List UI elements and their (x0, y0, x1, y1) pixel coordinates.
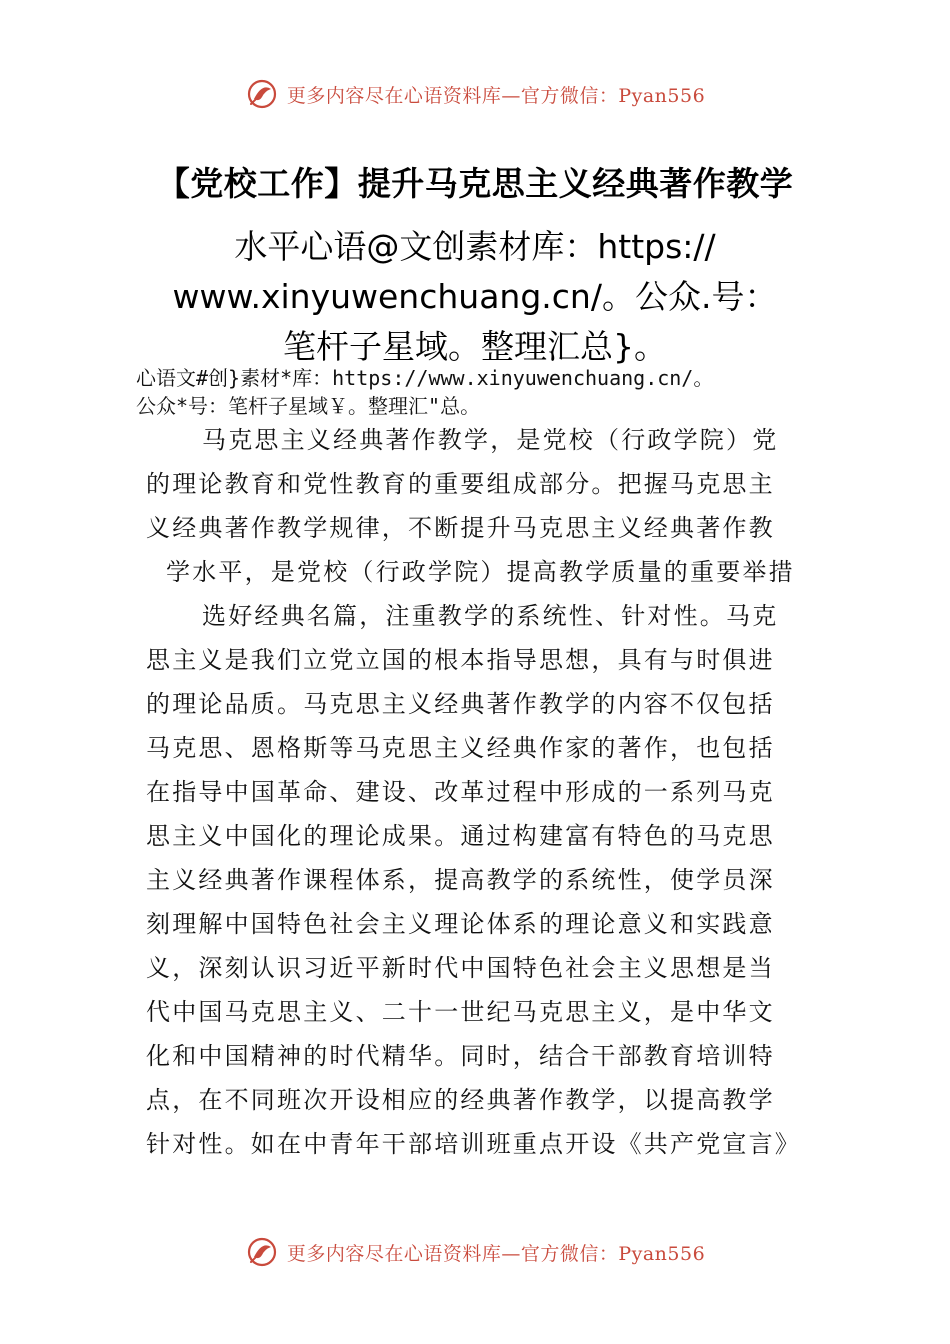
body-line: 学水平，是党校（行政学院）提高教学质量的重要举措 (166, 558, 795, 586)
subtitle-line: www.xinyuwenchuang.cn/。公众.号： (172, 277, 778, 316)
document-title: 【党校工作】提升马克思主义经典著作教学 (156, 164, 794, 203)
document-body (146, 418, 826, 1166)
source-note (136, 364, 836, 420)
body-line: 主义经典著作课程体系，提高教学的系统性，使学员深 (146, 866, 775, 894)
body-line: 马克思主义经典著作教学，是党校（行政学院）党 (202, 426, 779, 454)
body-line: 在指导中国革命、建设、改革过程中形成的一系列马克 (146, 778, 775, 806)
body-line: 的理论教育和党性教育的重要组成部分。把握马克思主 (146, 470, 775, 498)
body-line: 针对性。如在中青年干部培训班重点开设《共产党宣言》 (146, 1130, 801, 1158)
body-line: 代中国马克思主义、二十一世纪马克思主义，是中华文 (146, 998, 775, 1026)
body-line: 义经典著作教学规律，不断提升马克思主义经典著作教 (146, 514, 775, 542)
body-line: 刻理解中国特色社会主义理论体系的理论意义和实践意 (146, 910, 775, 938)
body-line: 思主义中国化的理论成果。通过构建富有特色的马克思 (146, 822, 775, 850)
subtitle-line: 笔杆子星域。整理汇总}。 (283, 327, 667, 366)
brand-logo-icon (245, 1235, 279, 1269)
body-line: 思主义是我们立党立国的根本指导思想，具有与时俱进 (146, 646, 775, 674)
source-note-line: 心语文#创}素材*库：https://www.xinyuwenchuang.cn/。 (136, 366, 714, 390)
body-line: 的理论品质。马克思主义经典著作教学的内容不仅包括 (146, 690, 775, 718)
source-note-line: 公众*号：笔杆子星域￥。整理汇"总。 (136, 394, 481, 418)
footer-brand-text: 更多内容尽在心语资料库—官方微信：Pyan556 (286, 1242, 706, 1265)
body-line: 化和中国精神的时代精华。同时，结合干部教育培训特 (146, 1042, 775, 1070)
header-brand-bar (0, 74, 950, 114)
document-subtitle (75, 222, 875, 372)
body-line: 选好经典名篇，注重教学的系统性、针对性。马克 (202, 602, 779, 630)
brand-logo-icon (245, 77, 279, 111)
body-line: 义，深刻认识习近平新时代中国特色社会主义思想是当 (146, 954, 775, 982)
body-line: 马克思、恩格斯等马克思主义经典作家的著作，也包括 (146, 734, 775, 762)
footer-brand-bar (0, 1232, 950, 1272)
header-brand-text: 更多内容尽在心语资料库—官方微信：Pyan556 (286, 84, 706, 107)
body-line: 点，在不同班次开设相应的经典著作教学，以提高教学 (146, 1086, 775, 1114)
subtitle-line: 水平心语@文创素材库：https:// (234, 227, 716, 266)
